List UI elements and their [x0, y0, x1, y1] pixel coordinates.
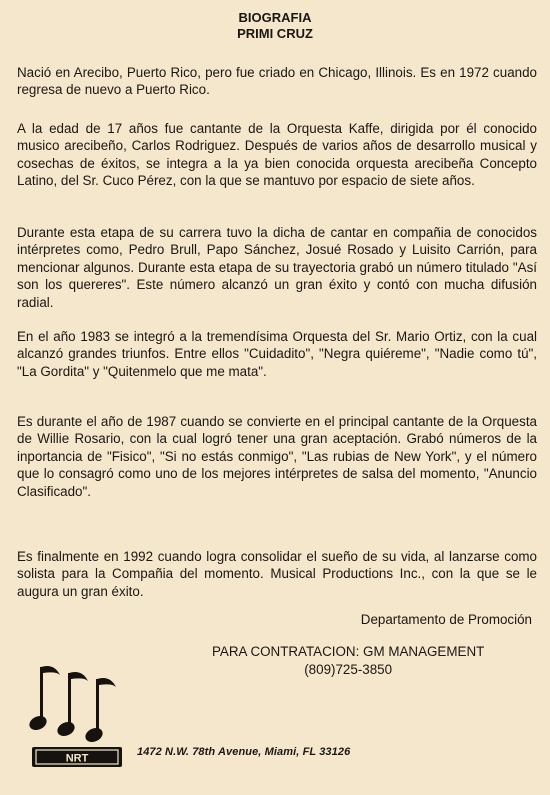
- page-title: BIOGRAFIA: [238, 10, 312, 25]
- phone-number: (809)725-3850: [304, 662, 393, 677]
- address-line: 1472 N.W. 78th Avenue, Miami, FL 33126: [137, 746, 351, 758]
- nrt-music-notes-logo: [28, 657, 128, 771]
- contract-label: PARA CONTRATACION: GM MANAGEMENT: [212, 644, 485, 659]
- paragraph-early-career: A la edad de 17 años fue cantante de la Orquesta Kaffe, dirigida por él conocido musico arecibeño, Carlos Rodriguez. Después de varios años de desarrollo musical y cosechas de éxitos, se integra a la ya bien conocida orquesta arecibeña Concepto Latino, del Sr. Cuco Pérez, con la que se mantuvo por espacio de siete años.: [17, 121, 537, 189]
- paragraph-collaborations: Durante esta etapa de su carrera tuvo la dicha de cantar en compañia de conocidos intérpretes como, Pedro Brull, Papo Sánchez, Josué Rosado y Luisito Carrión, para mencionar algunos. Durante esta etapa de su trayectoria grabó un número titulado "Así son los quereres". Este número alcanzó un gran éxito y contó con mucha difusión radial.: [17, 225, 537, 310]
- artist-name: PRIMI CRUZ: [237, 26, 313, 41]
- logo-text: NRT: [65, 752, 89, 765]
- department-label: Departamento de Promoción: [360, 612, 532, 627]
- contract-info: [212, 643, 484, 679]
- paragraph-origin: Nació en Arecibo, Puerto Rico, pero fue criado en Chicago, Illinois. Es en 1972 cuando regresa de nuevo a Puerto Rico.: [17, 65, 537, 98]
- paragraph-mario-ortiz: En el año 1983 se integró a la tremendísima Orquesta del Sr. Mario Ortiz, con la cual alcanzó grandes triunfos. Entre ellos "Cuidadito", "Negra quiéreme", "Nadie como tú", "La Gordita" y "Quitenmelo que me mata".: [17, 329, 537, 379]
- paragraph-solo-career: Es finalmente en 1992 cuando logra consolidar el sueño de su vida, al lanzarse como solista para la Compañia del momento. Musical Productions Inc., con la que se le augura un gran éxito.: [17, 549, 537, 599]
- paragraph-willie-rosario: Es durante el año de 1987 cuando se convierte en el principal cantante de la Orquesta de Willie Rosario, con la cual logró tener una gran aceptación. Grabó números de la inportancia de "Fisico", "Si no estás conmigo", "Las rubias de New York", y el número que lo consagró como uno de los mejores intérpretes de salsa del momento, "Anuncio Clasificado".: [17, 414, 537, 499]
